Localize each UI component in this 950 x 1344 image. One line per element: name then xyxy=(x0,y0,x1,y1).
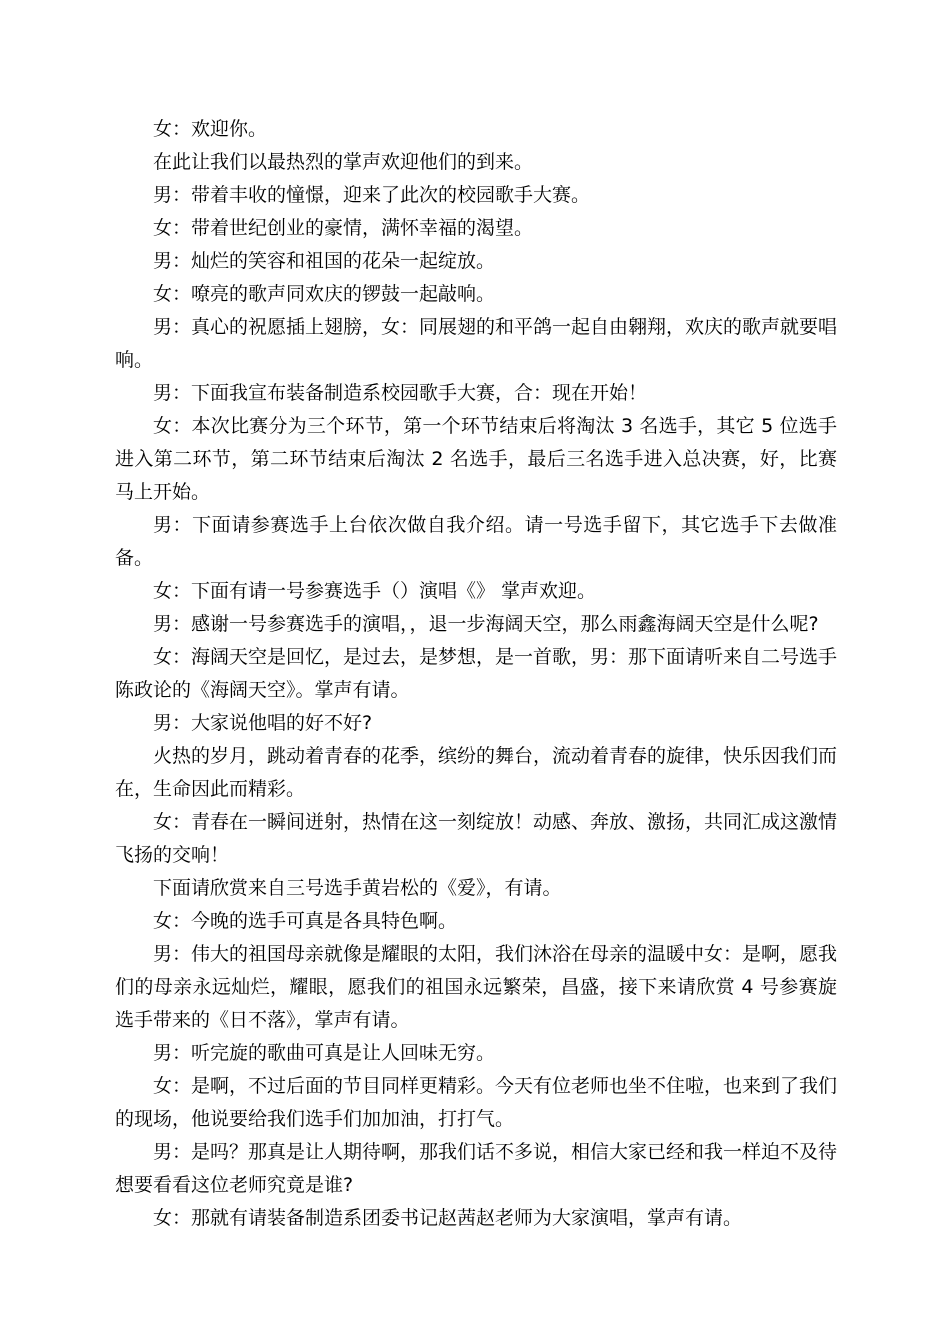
paragraph: 男：伟大的祖国母亲就像是耀眼的太阳，我们沐浴在母亲的温暖中女：是啊，愿我们的母亲永远灿烂，耀眼，愿我们的祖国永远繁荣，昌盛，接下来请欣赏 4 号参赛旋选手带来的《日不落》，掌声有请。 xyxy=(115,943,838,1031)
paragraph: 女：今晚的选手可真是各具特色啊。 xyxy=(153,910,458,932)
paragraph: 女：海阔天空是回忆，是过去，是梦想，是一首歌，男：那下面请听来自二号选手陈政论的《海阔天空》。掌声有请。 xyxy=(115,646,838,701)
paragraph: 女：嘹亮的歌声同欢庆的锣鼓一起敲响。 xyxy=(153,283,496,305)
paragraph: 女：那就有请装备制造系团委书记赵茜赵老师为大家演唱，掌声有请。 xyxy=(153,1207,743,1229)
paragraph: 下面请欣赏来自三号选手黄岩松的《爱》，有请。 xyxy=(153,877,562,899)
paragraph: 女：是啊，不过后面的节目同样更精彩。今天有位老师也坐不住啦，也来到了我们的现场，他说要给我们选手们加加油，打打气。 xyxy=(115,1075,838,1130)
paragraph: 男：听完旋的歌曲可真是让人回味无穷。 xyxy=(153,1042,496,1064)
paragraph: 女：下面有请一号参赛选手（）演唱《》 掌声欢迎。 xyxy=(153,580,597,602)
document-body xyxy=(115,113,837,1235)
paragraph: 男：感谢一号参赛选手的演唱，，退一步海阔天空，那么雨鑫海阔天空是什么呢? xyxy=(153,613,819,635)
paragraph: 在此让我们以最热烈的掌声欢迎他们的到来。 xyxy=(153,151,534,173)
paragraph: 男：大家说他唱的好不好? xyxy=(153,712,373,734)
paragraph: 火热的岁月，跳动着青春的花季，缤纷的舞台，流动着青春的旋律，快乐因我们而在，生命因此而精彩。 xyxy=(115,745,838,800)
paragraph: 男：下面请参赛选手上台依次做自我介绍。请一号选手留下，其它选手下去做准备。 xyxy=(115,514,837,569)
paragraph: 男：灿烂的笑容和祖国的花朵一起绽放。 xyxy=(153,250,496,272)
paragraph: 男：带着丰收的憧憬，迎来了此次的校园歌手大赛。 xyxy=(153,184,591,206)
paragraph: 女：欢迎你。 xyxy=(153,118,268,140)
paragraph: 女：本次比赛分为三个环节，第一个环节结束后将淘汰 3 名选手，其它 5 位选手进入第二环节，第二环节结束后淘汰 2 名选手，最后三名选手进入总决赛，好，比赛马上开始。 xyxy=(115,415,837,503)
paragraph: 男：是吗？那真是让人期待啊，那我们话不多说，相信大家已经和我一样迫不及待想要看看这位老师究竟是谁? xyxy=(115,1141,838,1196)
paragraph: 男：真心的祝愿插上翅膀，女：同展翅的和平鸽一起自由翱翔，欢庆的歌声就要唱响。 xyxy=(115,316,838,371)
paragraph: 女：青春在一瞬间迸射，热情在这一刻绽放！动感、奔放、激扬，共同汇成这激情飞扬的交响！ xyxy=(115,811,838,866)
paragraph: 男：下面我宣布装备制造系校园歌手大赛，合：现在开始！ xyxy=(153,382,648,404)
paragraph: 女：带着世纪创业的豪情，满怀幸福的渴望。 xyxy=(153,217,534,239)
